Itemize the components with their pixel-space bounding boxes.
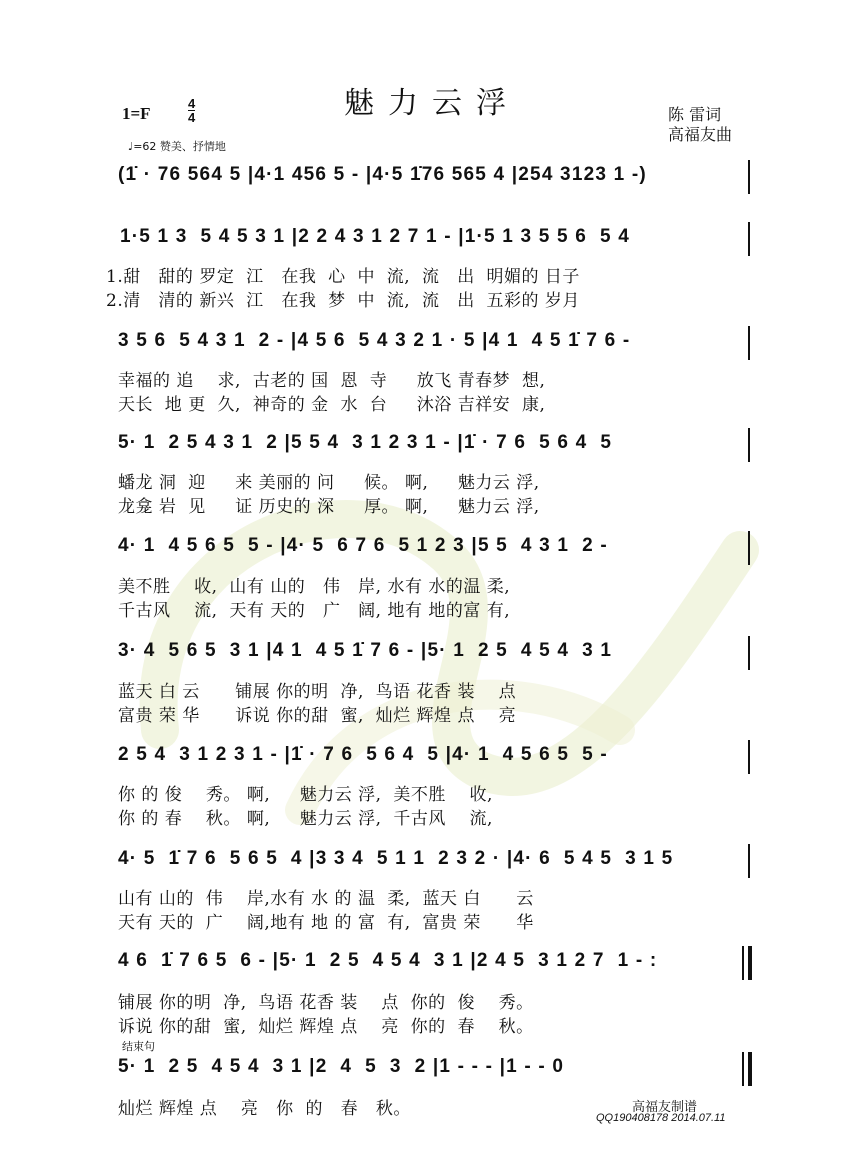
bar-line xyxy=(748,531,750,565)
score-line-5: 4· 1 4 5 6 5 5 - |4· 5 6 7 6 5 1 2 3 |5 5 4 3 1 2 - xyxy=(118,535,608,556)
bar-line xyxy=(748,636,750,670)
lyric-line-3-verse-2: 天长 地 更 久, 神奇的 金 水 台 沐浴 吉祥安 康, xyxy=(118,395,546,415)
lyric-line-7-verse-1: 你 的 俊 秀。 啊, 魅力云 浮, 美不胜 收, xyxy=(118,785,493,805)
score-line-7: 2 5 4 3 1 2 3 1 - |1̇ · 7 6 5 6 4 5 |4· 1 4 5 6 5 5 - xyxy=(118,744,608,765)
bar-line xyxy=(742,946,744,980)
lyric-line-9-verse-1: 铺展 你的明 净, 鸟语 花香 装 点 你的 俊 秀。 xyxy=(118,993,534,1013)
bar-line xyxy=(748,326,750,360)
final-bar xyxy=(748,1052,752,1086)
lyric-line-10: 灿烂 辉煌 点 亮 你 的 春 秋。 xyxy=(118,1099,411,1119)
bar-line xyxy=(748,160,750,194)
composer-credit: 高福友曲 xyxy=(668,125,733,144)
bar-line xyxy=(748,740,750,774)
signature-line: QQ190408178 2014.07.11 xyxy=(596,1112,726,1124)
bar-line xyxy=(742,1052,744,1086)
lyric-line-9-verse-2: 诉说 你的甜 蜜, 灿烂 辉煌 点 亮 你的 春 秋。 xyxy=(118,1017,534,1037)
lyric-line-2-verse-1: 1.甜 甜的 罗定 江 在我 心 中 流, 流 出 明媚的 日子 xyxy=(106,267,580,287)
score-line-2: 1·5 1 3 5 4 5 3 1 |2 2 4 3 1 2 7 1 - |1·5 1 3 5 5 6 5 4 xyxy=(120,226,631,247)
coda-label: 结束句 xyxy=(122,1040,155,1053)
lyric-line-6-verse-1: 蓝天 白 云 铺展 你的明 净, 鸟语 花香 装 点 xyxy=(118,682,517,702)
key-signature: 1=F xyxy=(122,104,151,123)
repeat-end-bar xyxy=(748,946,752,980)
score-line-9: 4 6 1̇ 7 6 5 6 - |5· 1 2 5 4 5 4 3 1 |2 4 5 3 1 2 7 1 - : xyxy=(118,950,658,971)
score-line-10: 5· 1 2 5 4 5 4 3 1 |2 4 5 3 2 |1 - - - |1 - - 0 xyxy=(118,1056,565,1077)
score-line-6: 3· 4 5 6 5 3 1 |4 1 4 5 1̇ 7 6 - |5· 1 2 5 4 5 4 3 1 xyxy=(118,640,613,661)
lyric-line-2-verse-2: 2.清 清的 新兴 江 在我 梦 中 流, 流 出 五彩的 岁月 xyxy=(106,291,580,311)
tempo-marking: ♩=62 赞美、抒情地 xyxy=(128,140,226,153)
lyricist-credit: 陈 雷词 xyxy=(668,105,722,124)
lyric-line-8-verse-1: 山有 山的 伟 岸,水有 水 的 温 柔, 蓝天 白 云 xyxy=(118,889,534,909)
lyric-line-3-verse-1: 幸福的 追 求, 古老的 国 恩 寺 放飞 青春梦 想, xyxy=(118,371,546,391)
score-line-1: (1̇ · 76 564 5 |4·1 456 5 - |4·5 1̇76 565 4 |254 3123 1 -) xyxy=(118,164,647,185)
bar-line xyxy=(748,844,750,878)
lyric-line-5-verse-1: 美不胜 收, 山有 山的 伟 岸, 水有 水的温 柔, xyxy=(118,577,511,597)
bar-line xyxy=(748,222,750,256)
song-title: 魅力云浮 xyxy=(344,86,520,121)
lyric-line-6-verse-2: 富贵 荣 华 诉说 你的甜 蜜, 灿烂 辉煌 点 亮 xyxy=(118,706,517,726)
lyric-line-4-verse-2: 龙龛 岩 见 证 历史的 深 厚。 啊, 魅力云 浮, xyxy=(118,497,540,517)
score-line-4: 5· 1 2 5 4 3 1 2 |5 5 4 3 1 2 3 1 - |1̇ · 7 6 5 6 4 5 xyxy=(118,432,613,453)
meter-top: 4 xyxy=(188,96,196,111)
score-line-3: 3 5 6 5 4 3 1 2 - |4 5 6 5 4 3 2 1 · 5 |4 1 4 5 1̇ 7 6 - xyxy=(118,330,631,351)
bar-line xyxy=(748,428,750,462)
meter-bottom: 4 xyxy=(188,110,196,125)
time-signature xyxy=(188,97,195,124)
lyric-line-7-verse-2: 你 的 春 秋。 啊, 魅力云 浮, 千古风 流, xyxy=(118,809,493,829)
lyric-line-5-verse-2: 千古风 流, 天有 天的 广 阔, 地有 地的富 有, xyxy=(118,601,511,621)
score-line-8: 4· 5 1̇ 7 6 5 6 5 4 |3 3 4 5 1 1 2 3 2 · |4· 6 5 4 5 3 1 5 xyxy=(118,848,674,869)
lyric-line-8-verse-2: 天有 天的 广 阔,地有 地 的 富 有, 富贵 荣 华 xyxy=(118,913,534,933)
arranger-credit: 高福友制谱 xyxy=(632,1100,698,1115)
lyric-line-4-verse-1: 蟠龙 洞 迎 来 美丽的 问 候。 啊, 魅力云 浮, xyxy=(118,473,540,493)
